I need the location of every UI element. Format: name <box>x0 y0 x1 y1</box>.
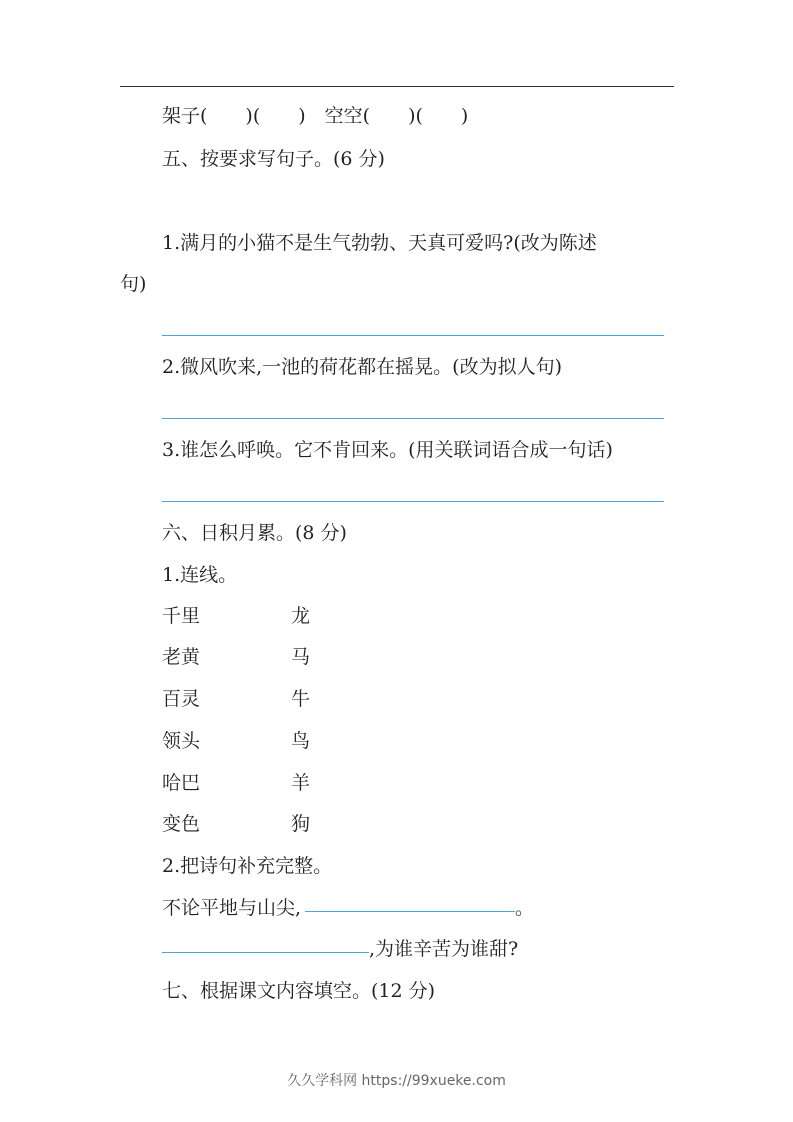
header-rule <box>120 86 674 87</box>
q5-item1-line1: 1.满月的小猫不是生气勃勃、天真可爱吗?(改为陈述 <box>162 232 597 254</box>
q6-sub1: 1.连线。 <box>162 564 238 586</box>
section-6-title: 六、日积月累。(8 分) <box>162 522 347 544</box>
match-left-2[interactable]: 老黄 <box>162 646 201 668</box>
poem1-suffix: 。 <box>515 897 535 919</box>
q6-sub2: 2.把诗句补充完整。 <box>162 855 333 877</box>
match-left-1[interactable]: 千里 <box>162 605 201 627</box>
poem-line-2 <box>162 937 518 961</box>
poem2-suffix: ,为谁辛苦为谁甜? <box>369 938 519 960</box>
match-right-5[interactable]: 羊 <box>291 772 311 794</box>
poem-blank-1[interactable] <box>305 911 515 912</box>
match-left-4[interactable]: 领头 <box>162 730 201 752</box>
match-left-6[interactable]: 变色 <box>162 813 201 835</box>
section-7-title: 七、根据课文内容填空。(12 分) <box>162 980 436 1002</box>
match-right-3[interactable]: 牛 <box>291 688 311 710</box>
match-left-3[interactable]: 百灵 <box>162 688 201 710</box>
footer-watermark: 久久学科网 https://99xueke.com <box>287 1073 506 1089</box>
q5-item3: 3.谁怎么呼唤。它不肯回来。(用关联词语合成一句话) <box>162 439 613 461</box>
match-right-1[interactable]: 龙 <box>291 605 311 627</box>
match-right-4[interactable]: 鸟 <box>291 730 311 752</box>
poem1-prefix: 不论平地与山尖, <box>162 897 302 919</box>
q5-item2: 2.微风吹来,一池的荷花都在摇晃。(改为拟人句) <box>162 356 562 378</box>
answer-line-1[interactable] <box>162 335 664 336</box>
match-right-6[interactable]: 狗 <box>291 813 311 835</box>
match-left-5[interactable]: 哈巴 <box>162 772 201 794</box>
q5-item1-line2: 句) <box>120 273 147 295</box>
question-4-tail: 架子( )( ) 空空( )( ) <box>162 105 469 127</box>
poem-blank-2[interactable] <box>162 952 369 953</box>
answer-line-2[interactable] <box>162 418 664 419</box>
match-right-2[interactable]: 马 <box>291 646 311 668</box>
poem-line-1 <box>162 896 534 920</box>
answer-line-3[interactable] <box>162 501 664 502</box>
section-5-title: 五、按要求写句子。(6 分) <box>162 148 385 170</box>
